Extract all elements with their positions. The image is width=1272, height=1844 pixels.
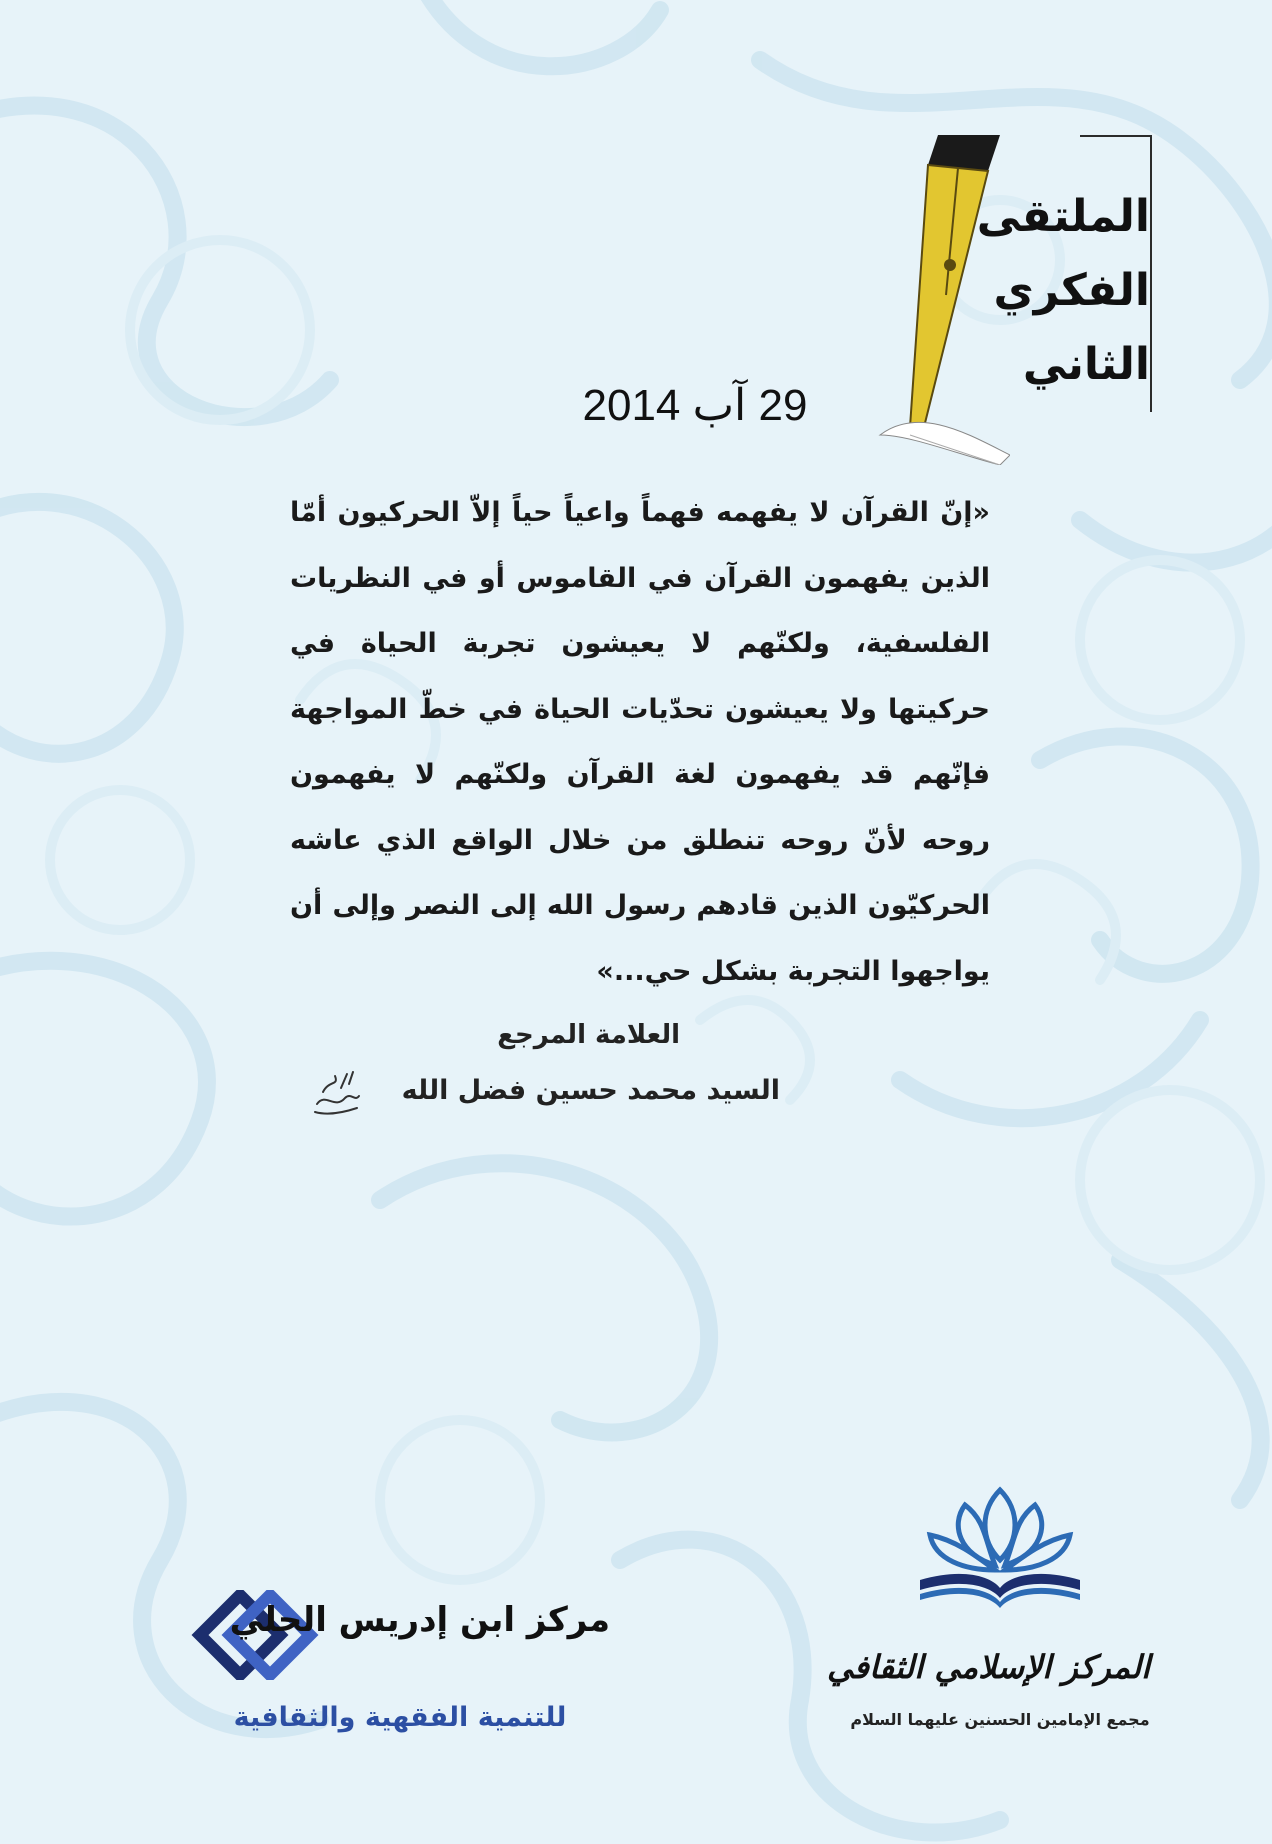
- event-title-block: [850, 135, 1150, 435]
- lotus-book-logo-icon: [910, 1480, 1090, 1610]
- quote-paragraph: «إنّ القرآن لا يفهمه فهماً واعياً حياً إلاّ الحركيون أمّا الذين يفهمون القرآن في القاموس أو في النظريات الفلسفية، ولكنّهم لا يعيشون تجربة الحياة في حركيتها ولا يعيشون تحدّيات الحياة في خطّ المواجهة فإنّهم قد يفهمون لغة القرآن ولكنّهم لا يفهمون روحه لأنّ روحه تنطلق من خلال الواقع الذي عاشه الحركيّون الذين قادهم رسول الله إلى النصر وإلى أن يواجهوا التجربة بشكل حي...»: [290, 497, 990, 987]
- islamic-cultural-center-logo: [826, 1480, 1150, 1740]
- event-date: 29 آب 2014: [582, 381, 808, 430]
- event-title-line-3: الثاني: [1022, 339, 1150, 390]
- honorific-seal-icon: [305, 1062, 365, 1122]
- author-name: السيد محمد حسين فضل الله: [401, 1075, 780, 1106]
- ibn-idris-center-subtitle: للتنمية الفقهية والثقافية: [233, 1702, 567, 1733]
- islamic-cultural-center-subtitle: مجمع الإمامين الحسنين عليهما السلام: [850, 1710, 1150, 1729]
- event-title-line-1: الملتقى: [976, 191, 1150, 242]
- ibn-idris-center-name: مركز ابن إدريس الحلي: [229, 1600, 610, 1640]
- ibn-idris-center-logo: [190, 1590, 610, 1760]
- event-title: [950, 180, 1150, 402]
- event-title-line-2: الفكري: [993, 265, 1150, 316]
- islamic-cultural-center-name: المركز الإسلامي الثقافي: [826, 1648, 1150, 1686]
- author-title: العلامة المرجع: [497, 1020, 680, 1050]
